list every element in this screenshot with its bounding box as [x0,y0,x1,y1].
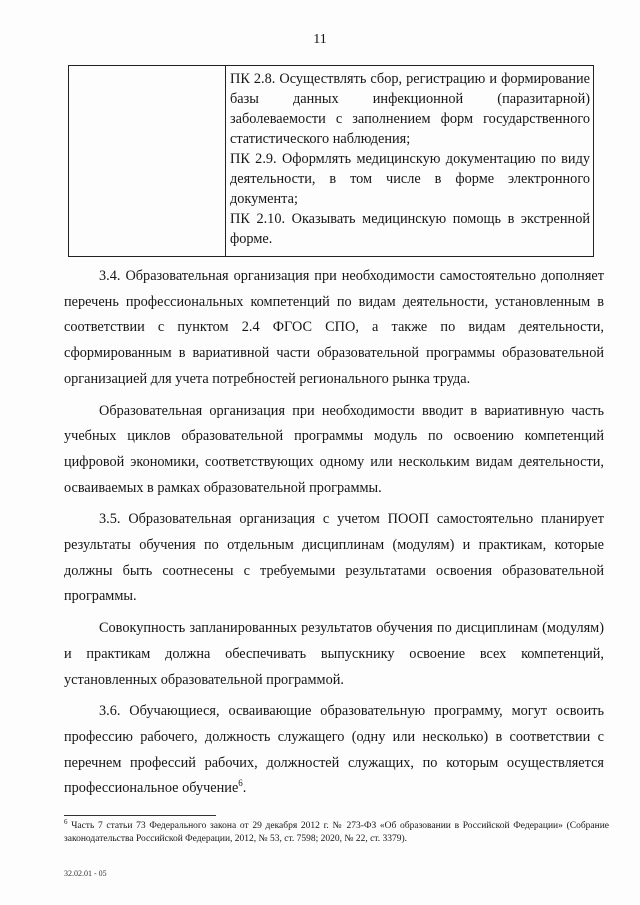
footnote-text: Часть 7 статьи 73 Федерального закона от 29 декабря 2012 г. № 273-ФЗ «Об образовании в Российской Федерации» (Собрание законодательства Российской Федерации, 2012, № 53, ст. 7598; 2020, № 22, ст. 3379). [64,821,609,844]
paragraph-text: Образовательная организация при необходимости вводит в вариативную часть учебных циклов образовательной программы модуль по освоению компетенций цифровой экономики, соответствующих одному или нескольким видам деятельности, осваиваемых в рамках образовательной программы. [64,402,604,496]
paragraph-3-5 [64,507,604,610]
footnote-number: 6 [64,817,68,826]
paragraph-text: 3.5. Образовательная организация с учетом ПООП самостоятельно планирует результаты обучения по отдельным дисциплинам (модулям) и практикам, которые должны быть соотнесены с требуемыми результатами освоения образовательной программы. [64,511,604,605]
table-empty-cell [69,66,226,256]
paragraph-suffix: . [242,780,247,797]
page-number: 11 [313,32,327,47]
competency-pk-2-9: ПК 2.9. Оформлять медицинскую документацию по виду деятельности, в том числе в форме электронного документа; [230,151,590,207]
body-text [64,264,604,802]
paragraph-3-6 [64,699,604,802]
paragraph-digital-economy [64,399,604,502]
table-competencies-cell [226,66,593,256]
paragraph-learning-outcomes [64,616,604,693]
footnote [64,817,609,846]
paragraph-3-4 [64,264,604,393]
footnote-separator [64,815,216,816]
paragraph-text: 3.6. Обучающиеся, осваивающие образовательную программу, могут освоить профессию рабочего, должность служащего (одну или несколько) в соответствии с перечнем профессий рабочих, должностей служащих, по которым осуществляется профессиональное обучение [64,703,604,797]
competency-pk-2-8: ПК 2.8. Осуществлять сбор, регистрацию и формирование базы данных инфекционной (паразитарной) заболеваемости с заполнением форм государственного статистического наблюдения; [230,71,590,147]
paragraph-text: Совокупность запланированных результатов обучения по дисциплинам (модулям) и практикам должна обеспечивать выпускнику освоение всех компетенций, установленных образовательной программой. [64,620,604,688]
paragraph-text: 3.4. Образовательная организация при необходимости самостоятельно дополняет перечень профессиональных компетенций по видам деятельности, установленным в соответствии с пунктом 2.4 ФГОС СПО, а также по видам деятельности, сформированным в вариативной части образовательной программы образовательной организацией для учета потребностей регионального рынка труда. [64,268,604,387]
document-code: 32.02.01 - 05 [64,869,107,878]
competency-pk-2-10: ПК 2.10. Оказывать медицинскую помощь в экстренной форме. [230,211,590,247]
competencies-table [68,65,594,257]
footnote-reference: 6 [238,778,243,789]
